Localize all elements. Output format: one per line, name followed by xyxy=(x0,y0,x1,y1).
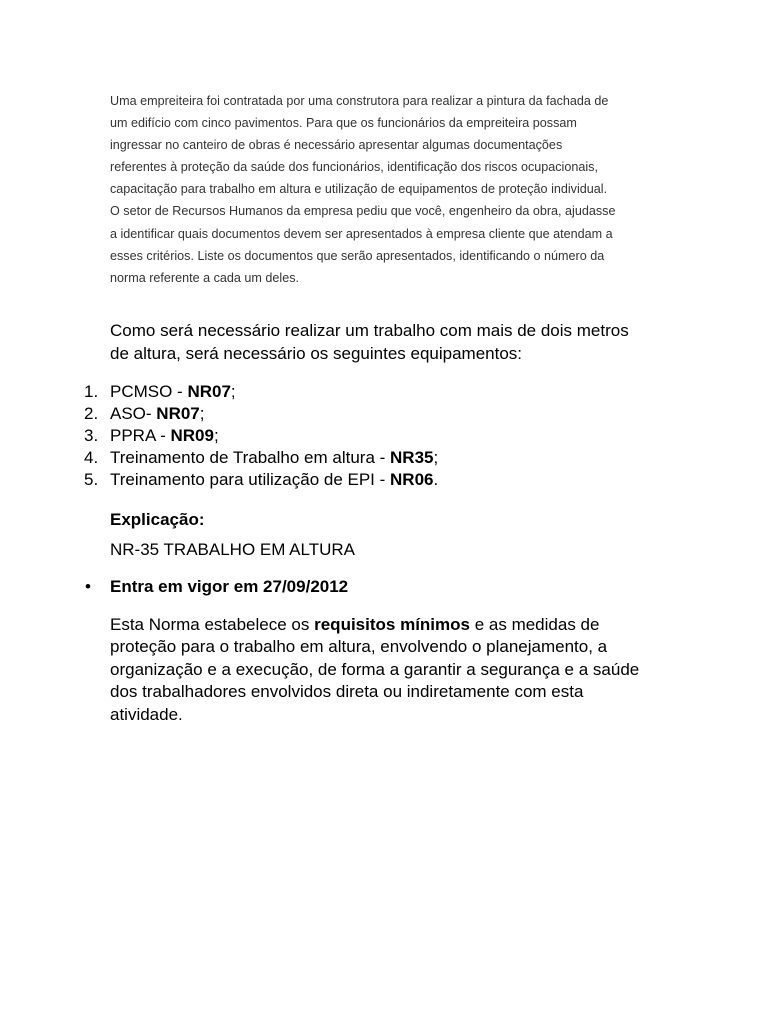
punctuation: ; xyxy=(433,448,439,467)
question-line: norma referente a cada um deles. xyxy=(110,270,300,285)
list-item xyxy=(84,381,438,403)
list-number: 3. xyxy=(84,426,99,445)
norm-description-line xyxy=(110,614,670,636)
list-number: 1. xyxy=(84,382,99,401)
document-label: Treinamento para utilização de EPI - xyxy=(110,470,391,489)
answer-intro xyxy=(110,320,670,365)
norm-title: NR-35 TRABALHO EM ALTURA xyxy=(110,540,355,559)
list-number: 4. xyxy=(84,448,99,467)
effective-date-text: Entra em vigor em 27/09/2012 xyxy=(110,577,349,596)
norm-description-line: proteção para o trabalho em altura, envolvendo o planejamento, a xyxy=(110,637,608,657)
document-label: Treinamento de Trabalho em altura - xyxy=(110,448,391,467)
list-number: 5. xyxy=(84,470,99,489)
document-label: ASO- xyxy=(110,404,157,423)
answer-intro-line: Como será necessário realizar um trabalho com mais de dois metros xyxy=(110,321,629,340)
punctuation: . xyxy=(433,470,439,489)
punctuation: ; xyxy=(199,404,205,423)
description-text: e as medidas de xyxy=(469,615,600,634)
list-item xyxy=(84,403,438,425)
norm-description-line: organização e a execução, de forma a garantir a segurança e a saúde xyxy=(110,659,640,679)
norm-number: NR35 xyxy=(390,448,434,467)
bullet-icon: • xyxy=(85,577,91,596)
effective-date-item xyxy=(85,576,349,598)
documents-list xyxy=(84,381,439,491)
question-line: capacitação para trabalho em altura e utilização de equipamentos de proteção individual. xyxy=(110,182,608,197)
norm-description xyxy=(110,614,670,726)
list-item xyxy=(84,469,439,491)
document-label: PPRA - xyxy=(110,426,171,445)
punctuation: ; xyxy=(230,382,236,401)
question-text xyxy=(110,90,670,289)
description-emphasis: requisitos mínimos xyxy=(314,615,470,634)
question-line: referentes à proteção da saúde dos funcionários, identificação dos riscos ocupacionais, xyxy=(110,160,598,175)
question-line: a identificar quais documentos devem ser apresentados à empresa cliente que atendam a xyxy=(110,226,613,241)
norm-number: NR06 xyxy=(390,470,434,489)
question-line: Uma empreiteira foi contratada por uma construtora para realizar a pintura da fachada de xyxy=(110,94,609,108)
answer-intro-line: de altura, será necessário os seguintes equipamentos: xyxy=(110,343,523,363)
question-line: O setor de Recursos Humanos da empresa pediu que você, engenheiro da obra, ajudasse xyxy=(110,204,616,219)
norm-description-line: atividade. xyxy=(110,704,183,724)
document-label: PCMSO - xyxy=(110,382,188,401)
norm-number: NR09 xyxy=(170,426,214,445)
norm-number: NR07 xyxy=(187,382,231,401)
punctuation: ; xyxy=(213,426,219,445)
explanation-heading: Explicação: xyxy=(110,510,205,529)
question-line: esses critérios. Liste os documentos que serão apresentados, identificando o número da xyxy=(110,248,605,263)
question-line: um edifício com cinco pavimentos. Para que os funcionários da empreiteira possam xyxy=(110,116,577,131)
norm-number: NR07 xyxy=(156,404,200,423)
question-line: ingressar no canteiro de obras é necessário apresentar algumas documentações xyxy=(110,138,563,153)
list-item xyxy=(84,425,438,447)
norm-description-line: dos trabalhadores envolvidos direta ou indiretamente com esta xyxy=(110,682,584,702)
list-number: 2. xyxy=(84,404,99,423)
description-text: Esta Norma estabelece os xyxy=(110,615,315,634)
list-item xyxy=(84,447,439,469)
